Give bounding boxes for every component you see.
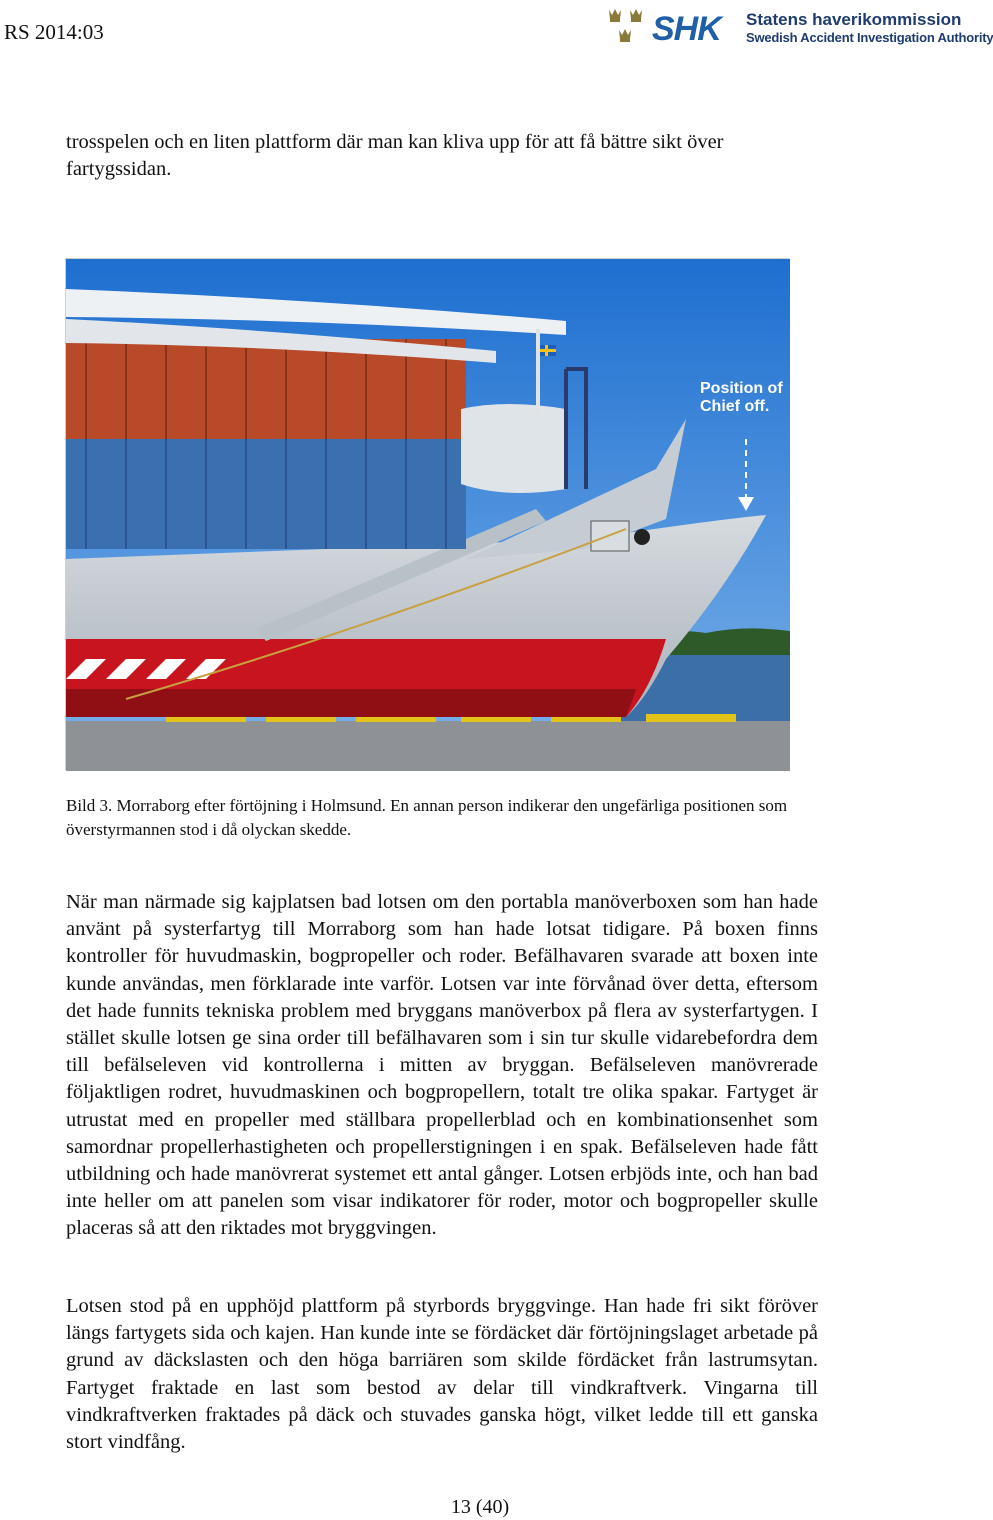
figure-caption: Bild 3. Morraborg efter förtöjning i Holmsund. En annan person indikerar den ungefärliga positionen som överstyrmannen stod i då olyckan skedde. xyxy=(66,796,788,839)
report-reference: RS 2014:03 xyxy=(4,20,104,44)
ship-photo xyxy=(65,258,789,770)
hull-waterline xyxy=(66,689,636,717)
turbine-nacelle xyxy=(461,404,566,493)
page-number: 13 (40) xyxy=(450,1496,510,1518)
photo-annotation-line-2: Chief off. xyxy=(700,398,770,415)
intro-paragraph: trosspelen och en liten plattform där man kan kliva upp för att få bättre sikt över fartygssidan. xyxy=(66,131,724,181)
paragraph-2: När man närmade sig kajplatsen bad lotsen om den portabla manöverboxen som han hade använt på systerfartyg till Morraborg som han hade lotsat tidigare. På boxen finns kontroller för huvudmaskin, bogpropeller och roder. Befälhavaren svarade att boxen inte kunde användas, men förklarade inte varför. Lotsen var inte förvånad över detta, eftersom det hade funnits tekniska problem med bryggans manöverbox på flera av systerfartygen. I stället skulle lotsen ge sina order till befälhavaren som i sin tur skulle vidarebefordra dem till befälseleven vid kontrollerna i mitten av bryggan. Befälseleven manövrerade följaktligen rodret, huvudmaskinen och bogpropellern, totalt tre olika spakar. Fartyget är utrustat med en propeller med ställbara propellerblad och en kombinationsenhet som samordnar propellerhastigheten och propellerstigningen i en spak. Befälseleven hade fått utbildning och hade manövrerat systemet ett antal gånger. Lotsen erbjöds inte, och han bad inte heller om att panelen som visar indikatorer för roder, motor och bogpropeller skulle placeras så att den riktades mot bryggvingen. xyxy=(66,891,818,1240)
porthole xyxy=(634,529,650,545)
mast xyxy=(536,329,540,419)
three-crowns-icon xyxy=(606,6,652,50)
photo-annotation-line-1: Position of xyxy=(700,380,783,397)
photo-annotation xyxy=(700,380,790,416)
paragraph-3: Lotsen stod på en upphöjd plattform på styrbords bryggvinge. Han hade fri sikt föröver längs fartygets sida och kajen. Han kunde inte se fördäcket där förtöjningslaget arbetade på grund av däckslasten och den höga barriären som skilde fördäcket från lastrumsytan. Fartyget fraktade en last som bestod av delar till vindkraftverk. Vingarna till vindkraftverken fraktades på däck och stuvades ganska högt, vilket ledde till ett ganska stort vindfång. xyxy=(66,1295,818,1454)
shk-logo xyxy=(606,6,993,50)
ship-illustration xyxy=(66,259,790,771)
quay xyxy=(66,721,790,771)
org-name-english: Swedish Accident Investigation Authority xyxy=(746,30,993,45)
org-name-swedish: Statens haverikommission xyxy=(746,10,962,29)
logo-letters: SHK xyxy=(652,10,721,48)
